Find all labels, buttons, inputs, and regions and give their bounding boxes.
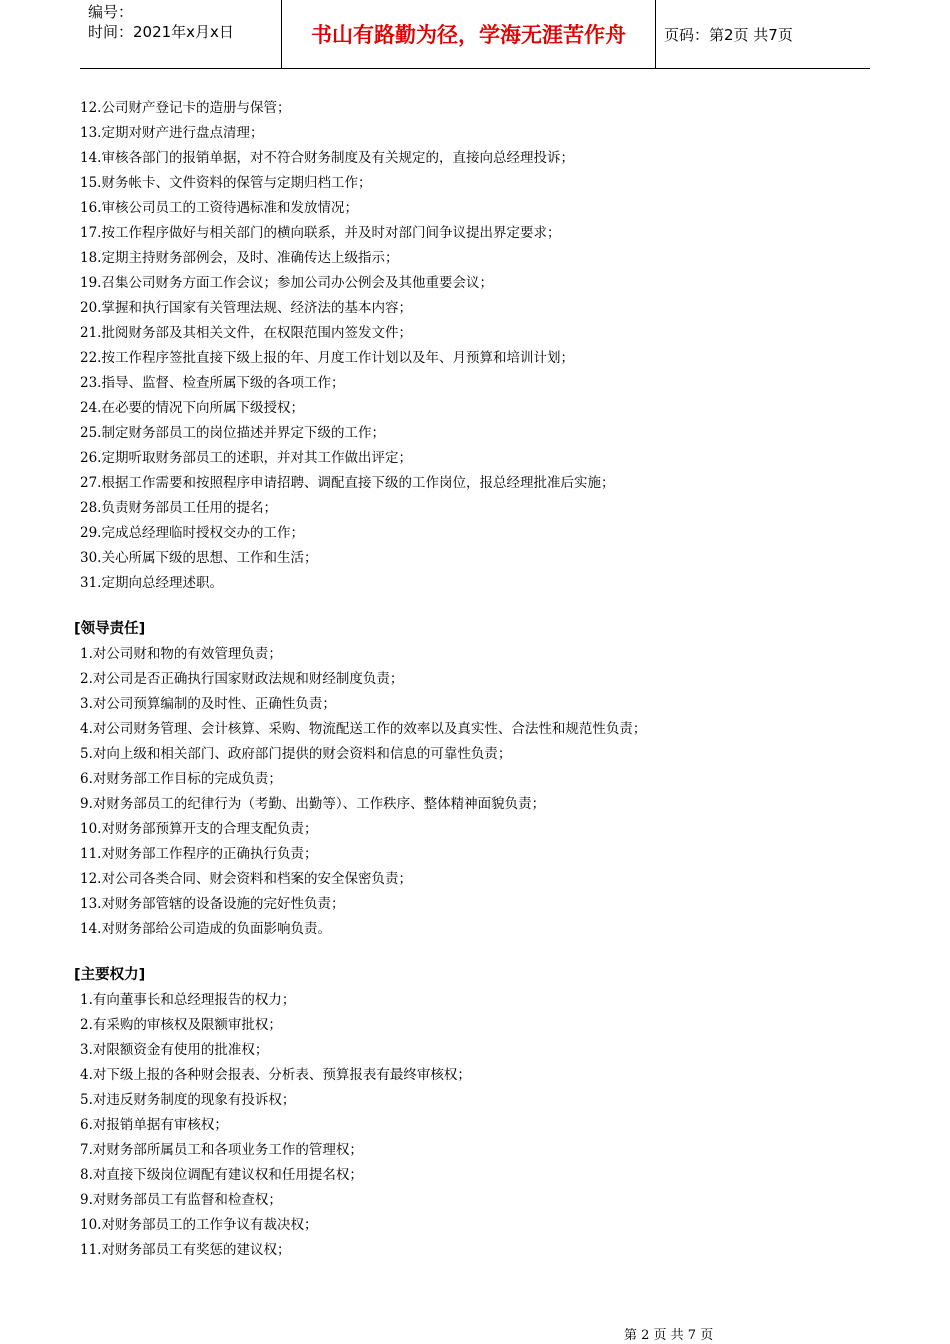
duty-list-item: 30.关心所属下级的思想、工作和生活； (80, 550, 318, 566)
duty-list-item: 13.定期对财产进行盘点清理； (80, 125, 264, 141)
document-body (74, 96, 870, 1263)
header-motto: 书山有路勤为径，学海无涯苦作舟 (281, 0, 656, 68)
leadership-list-item: 13.对财务部管辖的设备设施的完好性负责； (80, 896, 345, 912)
leadership-list-item: 10.对财务部预算开支的合理支配负责； (80, 821, 318, 837)
document-time-label: 时间：2021年x月x日 (88, 23, 234, 41)
power-list-item: 5.对违反财务制度的现象有投诉权； (80, 1092, 296, 1108)
duty-list-item: 18.定期主持财务部例会，及时、准确传达上级指示； (80, 250, 399, 266)
power-list-item: 7.对财务部所属员工和各项业务工作的管理权； (80, 1142, 363, 1158)
leadership-list-item: 12.对公司各类合同、财会资料和档案的安全保密负责； (80, 871, 412, 887)
duty-list-item: 23.指导、监督、检查所属下级的各项工作； (80, 375, 345, 391)
leadership-section-title: [领导责任] (74, 621, 146, 637)
duty-list-item: 12.公司财产登记卡的造册与保管； (80, 100, 291, 116)
duty-list-item: 31.定期向总经理述职。 (80, 575, 223, 591)
header-page-number: 页码：第2页 共7页 (664, 25, 793, 44)
leadership-list-item: 4.对公司财务管理、会计核算、采购、物流配送工作的效率以及真实性、合法性和规范性负责； (80, 721, 647, 737)
duty-list-item: 20.掌握和执行国家有关管理法规、经济法的基本内容； (80, 300, 412, 316)
duty-list-item: 28.负责财务部员工任用的提名； (80, 500, 277, 516)
power-list-item: 6.对报销单据有审核权； (80, 1117, 228, 1133)
duty-list-item: 25.制定财务部员工的岗位描述并界定下级的工作； (80, 425, 385, 441)
power-list-item: 1.有向董事长和总经理报告的权力； (80, 992, 296, 1008)
duty-list-item: 17.按工作程序做好与相关部门的横向联系，并及时对部门间争议提出界定要求； (80, 225, 561, 241)
document-number-label: 编号： (88, 3, 134, 21)
power-list-item: 8.对直接下级岗位调配有建议权和任用提名权； (80, 1167, 363, 1183)
duty-list-item: 26.定期听取财务部员工的述职，并对其工作做出评定； (80, 450, 412, 466)
leadership-list-item: 3.对公司预算编制的及时性、正确性负责； (80, 696, 336, 712)
duty-list-item: 22.按工作程序签批直接下级上报的年、月度工作计划以及年、月预算和培训计划； (80, 350, 574, 366)
leadership-list-item: 1.对公司财和物的有效管理负责； (80, 646, 282, 662)
duty-list-item: 27.根据工作需要和按照程序申请招聘、调配直接下级的工作岗位，报总经理批准后实施； (80, 475, 615, 491)
duty-list-item: 21.批阅财务部及其相关文件，在权限范围内签发文件； (80, 325, 412, 341)
leadership-list-item: 2.对公司是否正确执行国家财政法规和财经制度负责； (80, 671, 404, 687)
duty-list-item: 29.完成总经理临时授权交办的工作； (80, 525, 304, 541)
power-list-item: 4.对下级上报的各种财会报表、分析表、预算报表有最终审核权； (80, 1067, 471, 1083)
duty-list-item: 15.财务帐卡、文件资料的保管与定期归档工作； (80, 175, 372, 191)
power-list-item: 3.对限额资金有使用的批准权； (80, 1042, 269, 1058)
page-footer: 第 2 页 共 7 页 (624, 1328, 714, 1343)
power-list-item: 10.对财务部员工的工作争议有裁决权； (80, 1217, 318, 1233)
leadership-list-item: 6.对财务部工作目标的完成负责； (80, 771, 282, 787)
page-header (80, 0, 870, 69)
duty-list-item: 24.在必要的情况下向所属下级授权； (80, 400, 304, 416)
leadership-list (80, 642, 870, 942)
leadership-list-item: 5.对向上级和相关部门、政府部门提供的财会资料和信息的可靠性负责； (80, 746, 512, 762)
duty-list-item: 14.审核各部门的报销单据，对不符合财务制度及有关规定的，直接向总经理投诉； (80, 150, 574, 166)
leadership-list-item: 9.对财务部员工的纪律行为（考勤、出勤等）、工作秩序、整体精神面貌负责； (80, 796, 546, 812)
powers-section-title: [主要权力] (74, 967, 146, 983)
header-meta (88, 0, 278, 70)
power-list-item: 9.对财务部员工有监督和检查权； (80, 1192, 282, 1208)
duty-list-item: 19.召集公司财务方面工作会议；参加公司办公例会及其他重要会议； (80, 275, 493, 291)
power-list-item: 11.对财务部员工有奖惩的建议权； (80, 1242, 291, 1258)
power-list-item: 2.有采购的审核权及限额审批权； (80, 1017, 282, 1033)
powers-list (80, 988, 870, 1263)
duty-list-item: 16.审核公司员工的工资待遇标准和发放情况； (80, 200, 358, 216)
leadership-list-item: 11.对财务部工作程序的正确执行负责； (80, 846, 318, 862)
leadership-list-item: 14.对财务部给公司造成的负面影响负责。 (80, 921, 331, 937)
duties-list (80, 96, 870, 596)
